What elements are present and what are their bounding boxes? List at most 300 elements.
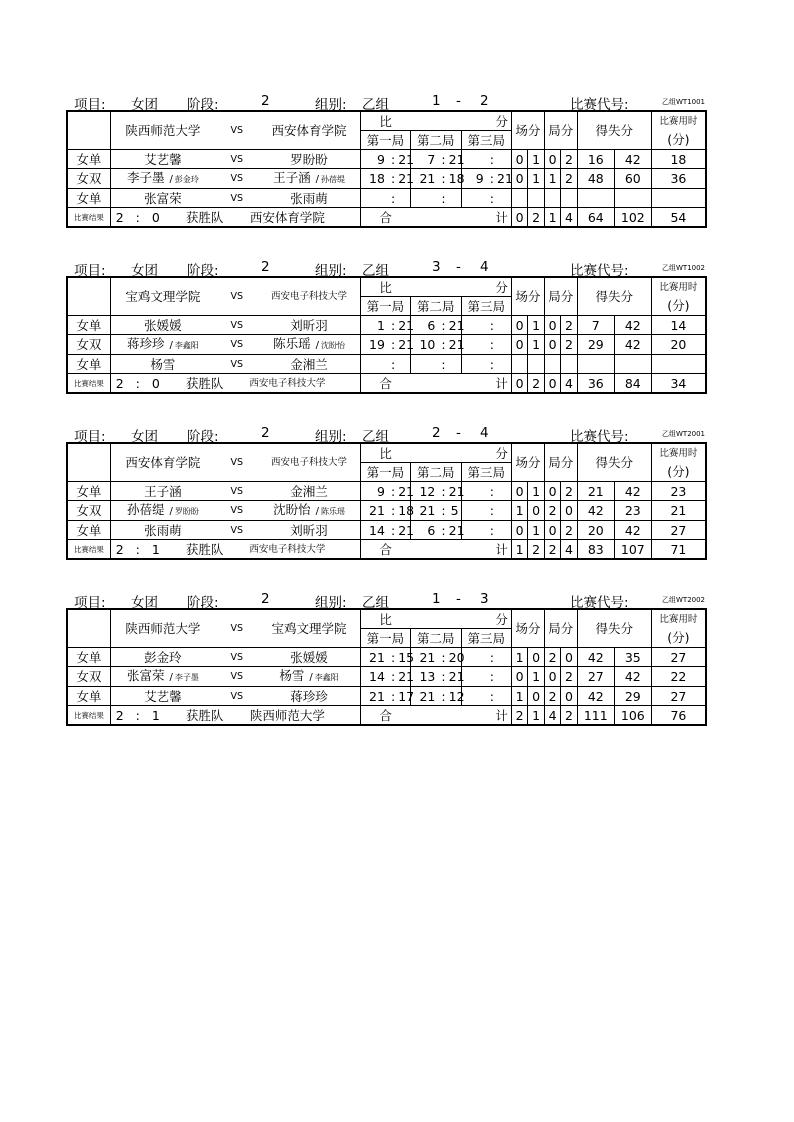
points-header: 得失分 bbox=[577, 111, 651, 150]
game3-score-a bbox=[461, 521, 487, 540]
total-points-against: 102 bbox=[614, 208, 651, 228]
game1-score-b: 21 bbox=[398, 483, 415, 499]
game-point-b: 2 bbox=[561, 316, 577, 335]
game-points-header: 局分 bbox=[544, 277, 577, 316]
game1-colon: : bbox=[388, 667, 398, 687]
score-table bbox=[66, 608, 707, 726]
stage-value: 2 bbox=[261, 591, 270, 607]
pair-a: 3 bbox=[432, 259, 441, 275]
game1-header: 第一局 bbox=[360, 463, 410, 482]
game-point-a: 1 bbox=[544, 169, 560, 189]
vs-label: VS bbox=[215, 443, 258, 482]
match-point-a: 0 bbox=[511, 335, 527, 355]
game3-score-b bbox=[497, 355, 511, 374]
game-point-a: 0 bbox=[544, 521, 560, 540]
game3-colon: : bbox=[487, 335, 497, 355]
corner-cell bbox=[67, 111, 110, 150]
game1-score-b: 21 bbox=[398, 522, 415, 538]
total-match-a: 2 bbox=[511, 706, 527, 726]
game2-score-a: 6 bbox=[411, 521, 439, 540]
points-for: 48 bbox=[577, 169, 614, 189]
match-point-a bbox=[511, 189, 527, 208]
code-label: 比赛代号: bbox=[570, 263, 629, 279]
match-points-header: 场分 bbox=[511, 111, 544, 150]
game-point-b: 0 bbox=[561, 687, 577, 706]
table-row bbox=[67, 482, 706, 501]
game2-score-a: 21 bbox=[411, 501, 439, 521]
group-label: 组别: bbox=[315, 429, 347, 445]
match-point-a: 0 bbox=[511, 150, 527, 169]
points-against: 42 bbox=[614, 667, 651, 687]
pair-b: 2 bbox=[480, 93, 489, 109]
match-code: 乙组WT1002 bbox=[662, 264, 706, 272]
game3-score-a bbox=[461, 189, 487, 208]
game1-score-a: 21 bbox=[360, 648, 388, 667]
game1-score-b bbox=[398, 355, 410, 374]
game3-score-a bbox=[461, 316, 487, 335]
match-time: 23 bbox=[651, 482, 706, 501]
game-point-a: 0 bbox=[544, 335, 560, 355]
game2-colon: : bbox=[438, 189, 448, 208]
project-value: 女团 bbox=[131, 263, 158, 279]
match-time: 27 bbox=[651, 648, 706, 667]
game3-score-a bbox=[461, 355, 487, 374]
match-code: 乙组WT2002 bbox=[662, 596, 706, 604]
game-point-b: 2 bbox=[561, 482, 577, 501]
score-label-fen: 分 bbox=[461, 111, 511, 131]
game2-score-a: 21 bbox=[411, 648, 439, 667]
event-type: 女单 bbox=[67, 189, 110, 208]
total-game-b: 4 bbox=[561, 540, 577, 560]
game2-score-b: 21 bbox=[448, 522, 465, 538]
table-row bbox=[67, 355, 706, 374]
vs-label: VS bbox=[215, 482, 258, 501]
project-label: 项目: bbox=[74, 595, 106, 611]
score-table bbox=[66, 110, 707, 228]
total-match-a: 0 bbox=[511, 208, 527, 228]
result-label: 比赛结果 bbox=[67, 706, 110, 726]
player-a: 张富荣 bbox=[110, 189, 215, 208]
game1-score-b: 21 bbox=[398, 317, 415, 333]
game3-score-a bbox=[461, 150, 487, 169]
game2-score-b: 18 bbox=[449, 169, 461, 189]
pair-dash: - bbox=[456, 591, 461, 607]
match-code: 乙组WT1001 bbox=[662, 98, 706, 106]
corner-cell bbox=[67, 609, 110, 648]
match-point-b bbox=[528, 189, 544, 208]
game2-header: 第二局 bbox=[411, 463, 461, 482]
match-time: 27 bbox=[651, 521, 706, 540]
game1-score-a bbox=[360, 189, 388, 208]
match-block bbox=[66, 590, 707, 726]
game3-score-a bbox=[461, 667, 487, 687]
game1-score-a: 14 bbox=[360, 667, 388, 687]
game2-score-a: 13 bbox=[411, 667, 439, 687]
game2-score-b bbox=[449, 189, 461, 208]
corner-cell bbox=[67, 277, 110, 316]
score-label-bi: 比 bbox=[360, 277, 410, 297]
player-b: 罗盼盼 bbox=[258, 150, 360, 169]
vs-label: VS bbox=[215, 648, 258, 667]
game1-score-a: 21 bbox=[360, 501, 388, 521]
game2-header: 第二局 bbox=[411, 297, 461, 316]
game1-score-b: 21 bbox=[398, 335, 410, 355]
event-type: 女双 bbox=[67, 169, 110, 189]
game2-colon: : bbox=[438, 687, 448, 706]
game2-score-b: 21 bbox=[449, 335, 461, 355]
result-score: 2 : 0 获胜队 bbox=[110, 374, 215, 394]
game1-score-a: 19 bbox=[360, 335, 388, 355]
points-for: 21 bbox=[577, 482, 614, 501]
total-time: 71 bbox=[651, 540, 706, 560]
game3-header: 第三局 bbox=[461, 629, 511, 648]
game2-colon: : bbox=[438, 521, 448, 540]
score-table bbox=[66, 442, 707, 560]
code-label: 比赛代号: bbox=[570, 429, 629, 445]
match-header bbox=[66, 424, 707, 445]
pair-a: 1 bbox=[432, 93, 441, 109]
score-label-bi: 比 bbox=[360, 111, 410, 131]
match-block bbox=[66, 258, 707, 394]
game3-score-b bbox=[497, 335, 511, 355]
corner-cell bbox=[67, 443, 110, 482]
game1-score-a: 18 bbox=[360, 169, 388, 189]
result-row bbox=[67, 540, 706, 560]
game3-score-b bbox=[497, 482, 511, 501]
points-header: 得失分 bbox=[577, 609, 651, 648]
game1-colon: : bbox=[388, 648, 398, 667]
match-header bbox=[66, 590, 707, 611]
game2-score-a: 10 bbox=[411, 335, 439, 355]
player-b: 金湘兰 bbox=[258, 355, 360, 374]
game3-header: 第三局 bbox=[461, 297, 511, 316]
player-b: 陈乐瑶 / 沈盼怡 bbox=[258, 335, 360, 355]
vs-label: VS bbox=[215, 111, 258, 150]
pair-b: 4 bbox=[480, 425, 489, 441]
winner-team: 西安体育学院 bbox=[215, 208, 360, 228]
game-point-b: 2 bbox=[561, 150, 577, 169]
total-points-for: 111 bbox=[577, 706, 614, 726]
vs-label: VS bbox=[215, 501, 258, 521]
game2-header: 第二局 bbox=[411, 629, 461, 648]
game-point-b: 2 bbox=[561, 667, 577, 687]
vs-label: VS bbox=[215, 169, 258, 189]
group-label: 组别: bbox=[315, 263, 347, 279]
total-label-ji: 计 bbox=[461, 374, 511, 394]
total-game-a: 2 bbox=[544, 540, 560, 560]
winner-team: 西安电子科技大学 bbox=[215, 540, 360, 560]
game1-header: 第一局 bbox=[360, 131, 410, 150]
score-label-fen: 分 bbox=[461, 277, 511, 297]
event-type: 女双 bbox=[67, 501, 110, 521]
game-points-header: 局分 bbox=[544, 609, 577, 648]
game2-score-a: 21 bbox=[411, 687, 439, 706]
winner-team: 西安电子科技大学 bbox=[215, 374, 360, 394]
game1-score-b: 18 bbox=[398, 501, 410, 521]
game2-colon: : bbox=[438, 648, 448, 667]
game3-score-a bbox=[461, 687, 487, 706]
score-label-bi: 比 bbox=[360, 609, 410, 629]
game-point-b bbox=[561, 189, 577, 208]
total-game-b: 4 bbox=[561, 374, 577, 394]
player-a: 张雨萌 bbox=[110, 521, 215, 540]
event-type: 女双 bbox=[67, 335, 110, 355]
group-value: 乙组 bbox=[362, 429, 389, 445]
game3-score-b bbox=[497, 667, 511, 687]
total-label-he: 合 bbox=[360, 706, 410, 726]
result-row bbox=[67, 706, 706, 726]
table-row bbox=[67, 687, 706, 706]
game3-header: 第三局 bbox=[461, 463, 511, 482]
player-b: 蒋珍珍 bbox=[258, 687, 360, 706]
game-point-a: 0 bbox=[544, 482, 560, 501]
game-point-a bbox=[544, 355, 560, 374]
points-for: 20 bbox=[577, 521, 614, 540]
stage-label: 阶段: bbox=[187, 429, 219, 445]
game-point-a: 2 bbox=[544, 501, 560, 521]
game1-colon: : bbox=[388, 169, 398, 189]
game-points-header: 局分 bbox=[544, 111, 577, 150]
time-header: 比赛用时 (分) bbox=[651, 277, 706, 316]
total-match-b: 2 bbox=[528, 374, 544, 394]
team-a: 陕西师范大学 bbox=[110, 609, 215, 648]
match-time: 27 bbox=[651, 687, 706, 706]
event-type: 女单 bbox=[67, 316, 110, 335]
game2-score-a: 21 bbox=[411, 169, 439, 189]
stage-value: 2 bbox=[261, 93, 270, 109]
match-point-a: 1 bbox=[511, 687, 527, 706]
player-b: 刘昕羽 bbox=[258, 521, 360, 540]
match-point-b: 1 bbox=[528, 667, 544, 687]
points-for bbox=[577, 189, 614, 208]
event-type: 女双 bbox=[67, 667, 110, 687]
game3-score-b bbox=[497, 501, 511, 521]
player-a: 孙蓓缇 / 罗盼盼 bbox=[110, 501, 215, 521]
team-b: 宝鸡文理学院 bbox=[258, 609, 360, 648]
game2-score-b: 21 bbox=[448, 483, 465, 499]
game2-score-a bbox=[411, 355, 439, 374]
game1-score-a: 9 bbox=[360, 150, 388, 169]
team-a: 陕西师范大学 bbox=[110, 111, 215, 150]
total-label-he: 合 bbox=[360, 374, 410, 394]
match-time bbox=[651, 355, 706, 374]
result-score: 2 : 0 获胜队 bbox=[110, 208, 215, 228]
game1-score-b: 21 bbox=[398, 169, 410, 189]
table-row bbox=[67, 335, 706, 355]
game-point-a: 0 bbox=[544, 150, 560, 169]
game1-score-b bbox=[398, 189, 410, 208]
game2-score-b: 21 bbox=[448, 151, 465, 167]
team-b: 西安电子科技大学 bbox=[258, 443, 360, 482]
player-a: 张媛媛 bbox=[110, 316, 215, 335]
score-label-fen: 分 bbox=[461, 443, 511, 463]
game1-score-b: 21 bbox=[398, 151, 415, 167]
player-b: 金湘兰 bbox=[258, 482, 360, 501]
stage-value: 2 bbox=[261, 259, 270, 275]
total-label-he: 合 bbox=[360, 208, 410, 228]
project-label: 项目: bbox=[74, 97, 106, 113]
match-point-a: 0 bbox=[511, 667, 527, 687]
game-point-a: 0 bbox=[544, 667, 560, 687]
vs-label: VS bbox=[215, 355, 258, 374]
game2-colon: : bbox=[438, 667, 448, 687]
result-score: 2 : 1 获胜队 bbox=[110, 706, 215, 726]
player-b: 张媛媛 bbox=[258, 648, 360, 667]
points-header: 得失分 bbox=[577, 277, 651, 316]
game1-colon: : bbox=[388, 335, 398, 355]
game3-colon: : bbox=[487, 189, 497, 208]
game3-colon: : bbox=[487, 482, 497, 501]
game2-colon: : bbox=[438, 335, 448, 355]
game1-score-a: 14 bbox=[360, 521, 388, 540]
total-label-ji: 计 bbox=[461, 208, 511, 228]
game3-score-a bbox=[461, 482, 487, 501]
game2-score-b: 21 bbox=[449, 667, 461, 687]
total-game-a: 0 bbox=[544, 374, 560, 394]
match-point-b: 0 bbox=[528, 687, 544, 706]
match-time: 18 bbox=[651, 150, 706, 169]
match-time: 20 bbox=[651, 335, 706, 355]
game3-colon: : bbox=[487, 667, 497, 687]
match-point-a: 0 bbox=[511, 482, 527, 501]
total-time: 34 bbox=[651, 374, 706, 394]
points-for bbox=[577, 355, 614, 374]
match-point-a: 1 bbox=[511, 501, 527, 521]
total-points-against: 106 bbox=[614, 706, 651, 726]
match-point-b: 1 bbox=[528, 150, 544, 169]
player-b: 沈盼怡 / 陈乐瑶 bbox=[258, 501, 360, 521]
game3-header: 第三局 bbox=[461, 131, 511, 150]
code-label: 比赛代号: bbox=[570, 595, 629, 611]
match-point-b: 1 bbox=[528, 521, 544, 540]
game1-colon: : bbox=[388, 150, 398, 169]
game3-colon: : bbox=[487, 355, 497, 374]
game3-score-b bbox=[497, 150, 511, 169]
game2-score-b: 20 bbox=[448, 649, 465, 665]
match-point-a: 0 bbox=[511, 521, 527, 540]
game1-score-b: 21 bbox=[398, 667, 410, 687]
group-value: 乙组 bbox=[362, 595, 389, 611]
table-row bbox=[67, 189, 706, 208]
stage-value: 2 bbox=[261, 425, 270, 441]
player-a: 杨雪 bbox=[110, 355, 215, 374]
team-a: 西安体育学院 bbox=[110, 443, 215, 482]
points-against: 60 bbox=[614, 169, 651, 189]
game1-header: 第一局 bbox=[360, 629, 410, 648]
event-type: 女单 bbox=[67, 648, 110, 667]
game1-score-a: 9 bbox=[360, 482, 388, 501]
vs-label: VS bbox=[215, 277, 258, 316]
points-header: 得失分 bbox=[577, 443, 651, 482]
match-time: 14 bbox=[651, 316, 706, 335]
points-against bbox=[614, 355, 651, 374]
match-point-a: 0 bbox=[511, 316, 527, 335]
points-for: 42 bbox=[577, 501, 614, 521]
result-label: 比赛结果 bbox=[67, 374, 110, 394]
group-value: 乙组 bbox=[362, 97, 389, 113]
total-label-ji: 计 bbox=[461, 540, 511, 560]
game2-score-a: 6 bbox=[411, 316, 439, 335]
game3-score-b bbox=[497, 189, 511, 208]
table-row bbox=[67, 169, 706, 189]
player-b: 张雨萌 bbox=[258, 189, 360, 208]
match-time: 21 bbox=[651, 501, 706, 521]
match-point-a: 1 bbox=[511, 648, 527, 667]
stage-label: 阶段: bbox=[187, 263, 219, 279]
match-time: 36 bbox=[651, 169, 706, 189]
game1-colon: : bbox=[388, 355, 398, 374]
winner-team: 陕西师范大学 bbox=[215, 706, 360, 726]
game2-score-a bbox=[411, 189, 439, 208]
result-score: 2 : 1 获胜队 bbox=[110, 540, 215, 560]
event-type: 女单 bbox=[67, 482, 110, 501]
game-point-b: 0 bbox=[561, 501, 577, 521]
total-points-against: 84 bbox=[614, 374, 651, 394]
total-points-for: 64 bbox=[577, 208, 614, 228]
player-a: 蒋珍珍 / 李鑫阳 bbox=[110, 335, 215, 355]
points-against: 35 bbox=[614, 648, 651, 667]
pair-dash: - bbox=[456, 93, 461, 109]
game3-score-b bbox=[497, 521, 511, 540]
table-row bbox=[67, 316, 706, 335]
pair-dash: - bbox=[456, 259, 461, 275]
total-points-against: 107 bbox=[614, 540, 651, 560]
game1-colon: : bbox=[388, 482, 398, 501]
points-against: 42 bbox=[614, 521, 651, 540]
match-point-b: 0 bbox=[528, 501, 544, 521]
result-row bbox=[67, 374, 706, 394]
game2-colon: : bbox=[438, 482, 448, 501]
game2-colon: : bbox=[438, 316, 448, 335]
points-for: 16 bbox=[577, 150, 614, 169]
match-point-a bbox=[511, 355, 527, 374]
game2-score-b: 21 bbox=[448, 317, 465, 333]
match-point-b: 0 bbox=[528, 648, 544, 667]
game3-score-b bbox=[497, 648, 511, 667]
game3-colon: : bbox=[487, 169, 497, 189]
total-label-he: 合 bbox=[360, 540, 410, 560]
result-label: 比赛结果 bbox=[67, 208, 110, 228]
pair-b: 4 bbox=[480, 259, 489, 275]
stage-label: 阶段: bbox=[187, 97, 219, 113]
team-b: 西安体育学院 bbox=[258, 111, 360, 150]
game-point-b: 0 bbox=[561, 648, 577, 667]
game1-colon: : bbox=[388, 189, 398, 208]
game-point-a: 2 bbox=[544, 648, 560, 667]
vs-label: VS bbox=[215, 687, 258, 706]
project-value: 女团 bbox=[131, 595, 158, 611]
total-match-a: 1 bbox=[511, 540, 527, 560]
game-point-b: 2 bbox=[561, 521, 577, 540]
match-time bbox=[651, 189, 706, 208]
player-b: 王子涵 / 孙蓓缇 bbox=[258, 169, 360, 189]
vs-label: VS bbox=[215, 189, 258, 208]
time-header: 比赛用时 (分) bbox=[651, 111, 706, 150]
points-against: 29 bbox=[614, 687, 651, 706]
game3-score-b bbox=[497, 687, 511, 706]
team-b: 西安电子科技大学 bbox=[258, 277, 360, 316]
game1-header: 第一局 bbox=[360, 297, 410, 316]
game3-colon: : bbox=[487, 150, 497, 169]
game3-colon: : bbox=[487, 501, 497, 521]
game3-colon: : bbox=[487, 648, 497, 667]
project-label: 项目: bbox=[74, 263, 106, 279]
total-points-for: 83 bbox=[577, 540, 614, 560]
player-b: 杨雪 / 李鑫阳 bbox=[258, 667, 360, 687]
match-points-header: 场分 bbox=[511, 609, 544, 648]
result-label: 比赛结果 bbox=[67, 540, 110, 560]
game-point-a: 0 bbox=[544, 316, 560, 335]
